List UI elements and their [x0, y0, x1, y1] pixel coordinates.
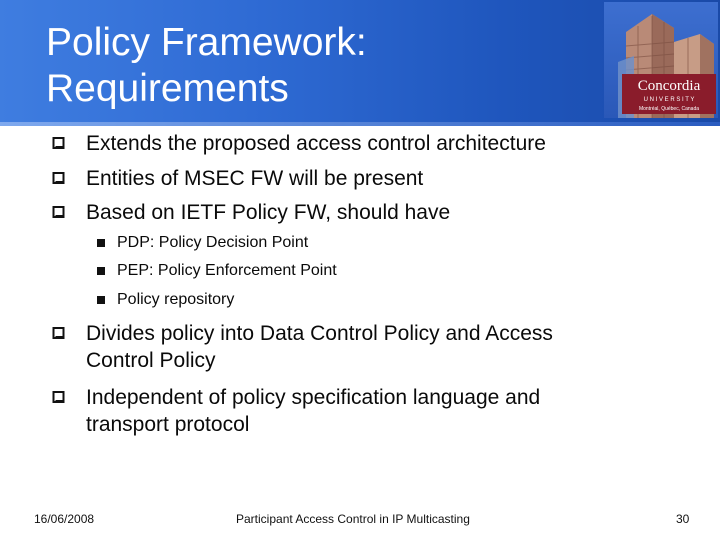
slide-title: [46, 20, 566, 112]
footer-date: 16/06/2008: [34, 512, 95, 526]
bullet-item: [86, 165, 686, 192]
footer-title: Participant Access Control in IP Multicasting: [236, 512, 470, 526]
page-number: 30: [676, 512, 690, 526]
logo-tagline: U N I V E R S I T Y: [643, 97, 695, 103]
hollow-square-icon: [52, 384, 66, 411]
sub-bullet-text: PDP: Policy Decision Point: [117, 234, 309, 251]
bullet-text-line-2: Control Policy: [86, 349, 216, 372]
bullet-text: Entities of MSEC FW will be present: [86, 167, 424, 190]
concordia-building-logo: [604, 2, 718, 118]
sub-bullet-item: [117, 232, 677, 254]
logo-location: Montréal, Québec, Canada: [638, 106, 700, 112]
title-divider: [0, 122, 720, 126]
sub-bullet-text: PEP: Policy Enforcement Point: [117, 262, 337, 279]
bullet-item: [86, 320, 686, 374]
hollow-square-icon: [52, 165, 66, 192]
filled-square-icon: [97, 267, 105, 275]
bullet-item: [86, 130, 686, 157]
bullet-item: [86, 199, 686, 226]
hollow-square-icon: [52, 320, 66, 347]
sub-bullet-item: [117, 289, 677, 311]
logo-wordmark: Concordia: [637, 78, 701, 94]
bullet-text-line-1: Divides policy into Data Control Policy and Access: [86, 322, 553, 345]
university-logo: [604, 2, 718, 118]
hollow-square-icon: [52, 199, 66, 226]
sub-bullet-text: Policy repository: [117, 291, 235, 308]
bullet-text: Extends the proposed access control architecture: [86, 132, 546, 155]
bullet-item: [86, 384, 686, 438]
title-line-1: Policy Framework:: [46, 21, 367, 64]
bullet-text: Based on IETF Policy FW, should have: [86, 201, 451, 224]
bullet-text-line-1: Independent of policy specification language and: [86, 386, 541, 409]
filled-square-icon: [97, 239, 105, 247]
bullet-text-line-2: transport protocol: [86, 413, 250, 436]
hollow-square-icon: [52, 130, 66, 157]
filled-square-icon: [97, 296, 105, 304]
sub-bullet-item: [117, 260, 677, 282]
title-line-2: Requirements: [46, 67, 289, 110]
